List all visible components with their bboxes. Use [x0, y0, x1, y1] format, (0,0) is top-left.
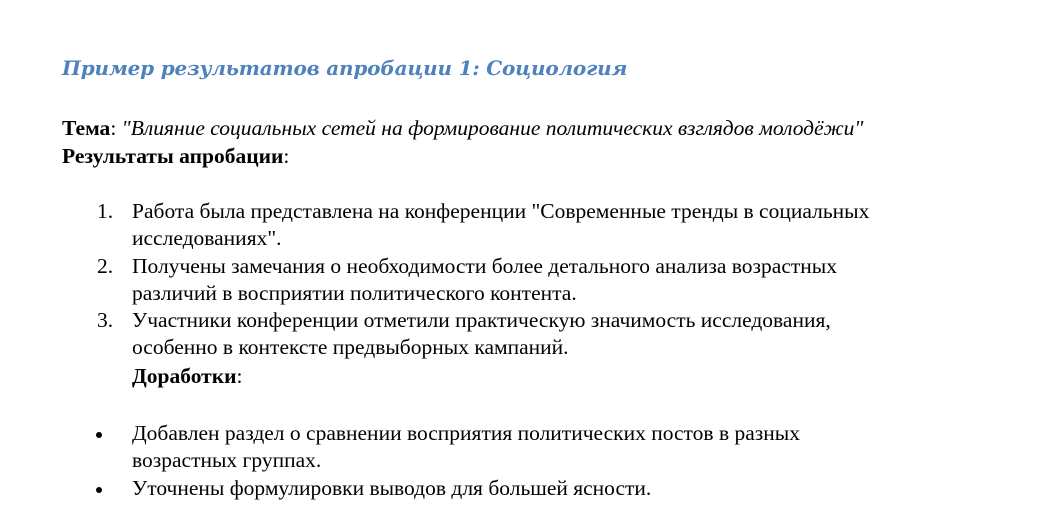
- topic-line: [62, 115, 863, 142]
- list-item-text: различий в восприятии политического контента.: [132, 280, 577, 305]
- list-item: [0, 475, 972, 502]
- list-item: [0, 253, 972, 308]
- results-separator: :: [283, 144, 290, 168]
- list-item-text: Уточнены формулировки выводов для большей ясности.: [132, 475, 652, 500]
- list-item-text: Получены замечания о необходимости более детального анализа возрастных: [132, 253, 837, 278]
- revisions-line: [132, 363, 243, 390]
- topic-separator: :: [110, 116, 117, 140]
- list-item-text: особенно в контексте предвыборных кампаний.: [132, 335, 569, 360]
- list-item-number: 3.: [97, 308, 114, 333]
- results-line: [62, 143, 289, 170]
- section-heading: Пример результатов апробации 1: Социология: [62, 56, 628, 80]
- list-item-text: Участники конференции отметили практическую значимость исследования,: [132, 308, 831, 333]
- revisions-bullet-list: [0, 420, 972, 502]
- list-item-text: возрастных группах.: [132, 448, 322, 473]
- list-item-text: Работа была представлена на конференции "Современные тренды в социальных: [132, 199, 870, 223]
- list-item-number: 2.: [97, 253, 114, 278]
- list-item-text: исследованиях".: [132, 226, 282, 251]
- topic-label: Тема: [62, 116, 111, 140]
- list-item: [0, 420, 972, 475]
- results-label: Результаты апробации: [62, 144, 284, 168]
- list-item: [0, 307, 972, 362]
- topic-value: "Влияние социальных сетей на формирование политических взглядов молодёжи": [121, 116, 864, 140]
- list-item-number: 1.: [97, 199, 114, 223]
- list-item-text: Добавлен раздел о сравнении восприятия политических постов в разных: [132, 421, 800, 445]
- list-item: [0, 198, 972, 253]
- revisions-label: Доработки: [132, 364, 237, 388]
- results-numbered-list: [0, 198, 972, 362]
- revisions-separator: :: [236, 364, 243, 388]
